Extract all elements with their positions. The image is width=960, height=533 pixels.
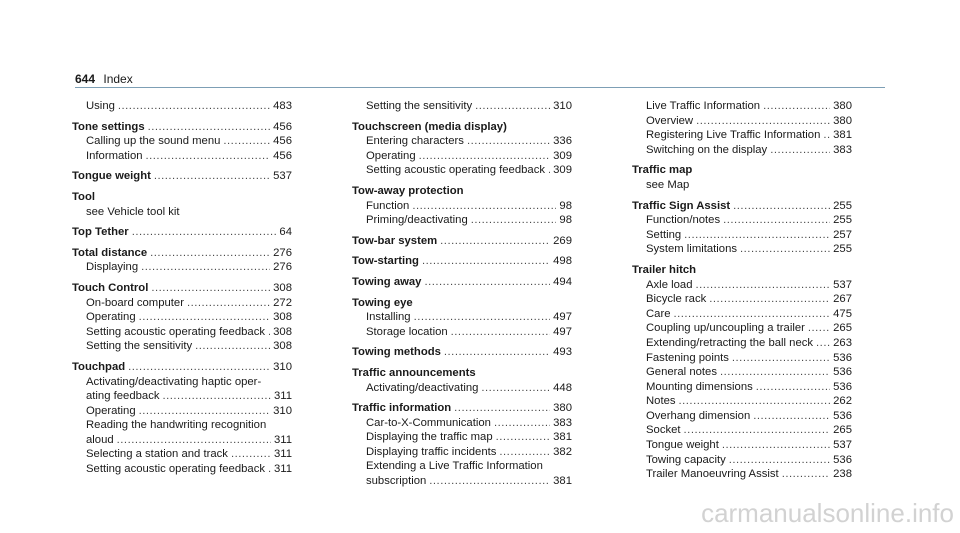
entry-label: Installing xyxy=(366,311,411,324)
page-ref: 255 xyxy=(833,199,852,212)
index-entry xyxy=(72,169,292,184)
dot-leader xyxy=(733,199,830,214)
entry-label: Tool xyxy=(72,190,96,203)
dot-leader xyxy=(684,423,831,438)
dot-leader xyxy=(419,149,551,164)
dot-leader xyxy=(268,462,271,477)
page-ref: 255 xyxy=(833,243,852,256)
page-ref: 537 xyxy=(833,439,852,452)
index-subentry xyxy=(352,213,572,228)
index-entry xyxy=(352,234,572,249)
section-title: Index xyxy=(103,72,133,86)
page-ref: 456 xyxy=(273,149,292,162)
page-ref: 497 xyxy=(553,325,572,338)
header-rule xyxy=(75,87,885,88)
entry-label: General notes xyxy=(646,366,717,379)
index-entry xyxy=(352,275,572,290)
watermark: carmanualsonline.info xyxy=(701,498,954,528)
page-ref: 483 xyxy=(273,100,292,112)
index-subentry xyxy=(72,404,292,419)
entry-label: Total distance xyxy=(72,246,148,259)
page-ref: 310 xyxy=(273,360,292,373)
entry-label: Switching on the display xyxy=(646,143,768,156)
dot-leader xyxy=(696,114,830,129)
dot-leader xyxy=(475,99,550,114)
dot-leader xyxy=(770,143,830,158)
dot-leader xyxy=(187,296,270,311)
page-header xyxy=(75,72,133,86)
index-subentry xyxy=(632,242,852,257)
page-ref: 272 xyxy=(273,296,292,309)
entry-label: Axle load xyxy=(646,278,693,291)
entry-label: Operating xyxy=(86,311,136,324)
dot-leader xyxy=(674,307,831,322)
page-ref: 536 xyxy=(833,453,852,466)
entry-label: Setting the sensitivity xyxy=(86,340,193,353)
dot-leader xyxy=(499,445,550,460)
index-entry xyxy=(352,366,572,381)
entry-label: Tone settings xyxy=(72,120,145,133)
index-subentry xyxy=(352,325,572,340)
index-subentry xyxy=(72,375,292,390)
entry-label: Overview xyxy=(646,114,694,127)
page-ref: 269 xyxy=(553,234,572,247)
index-subentry xyxy=(72,447,292,462)
dot-leader xyxy=(154,169,270,184)
index-subentry xyxy=(72,389,292,404)
index-entry xyxy=(352,120,572,135)
entry-label: Displaying traffic incidents xyxy=(366,445,497,458)
entry-label: Traffic information xyxy=(352,402,452,415)
index-subentry xyxy=(632,365,852,380)
page-ref: 497 xyxy=(553,311,572,324)
entry-label: Selecting a station and track xyxy=(86,448,228,461)
index-entry xyxy=(72,190,292,205)
entry-label: see Map xyxy=(646,178,690,191)
entry-label: Reading the handwriting recognition xyxy=(86,419,267,432)
page-ref: 383 xyxy=(833,143,852,156)
dot-leader xyxy=(782,467,830,482)
page-ref: 255 xyxy=(833,214,852,227)
index-entry xyxy=(72,246,292,261)
page-ref: 267 xyxy=(833,293,852,306)
entry-label: Touch Control xyxy=(72,281,149,294)
page-ref: 98 xyxy=(559,214,572,227)
index-subentry xyxy=(72,205,292,220)
index-entry xyxy=(632,199,852,214)
page-ref: 262 xyxy=(833,395,852,408)
dot-leader xyxy=(496,430,551,445)
entry-label: Care xyxy=(646,307,671,320)
page-ref: 381 xyxy=(553,431,572,444)
entry-label: Touchpad xyxy=(72,360,126,373)
entry-label: Traffic map xyxy=(632,164,693,177)
index-subentry xyxy=(632,278,852,293)
dot-leader xyxy=(139,310,271,325)
entry-label: ating feedback xyxy=(86,390,160,403)
page-ref: 265 xyxy=(833,424,852,437)
entry-label: Setting acoustic operating feedback xyxy=(366,164,545,177)
dot-leader xyxy=(729,453,830,468)
dot-leader xyxy=(709,292,830,307)
dot-leader xyxy=(451,325,550,340)
dot-leader xyxy=(148,120,271,135)
index-subentry xyxy=(352,459,572,474)
entry-label: aloud xyxy=(86,433,114,446)
index-subentry xyxy=(632,143,852,158)
index-subentry xyxy=(352,381,572,396)
dot-leader xyxy=(151,281,270,296)
dot-leader xyxy=(481,381,550,396)
index-subentry xyxy=(72,325,292,340)
entry-label: Traffic announcements xyxy=(352,366,476,379)
entry-label: Registering Live Traffic Information xyxy=(646,129,821,142)
entry-label: Fastening points xyxy=(646,351,729,364)
entry-label: Activating/deactivating xyxy=(366,381,479,394)
page-ref: 382 xyxy=(553,445,572,458)
dot-leader xyxy=(494,416,550,431)
dot-leader xyxy=(424,275,550,290)
dot-leader xyxy=(684,228,830,243)
entry-label: Towing capacity xyxy=(646,453,726,466)
entry-label: Operating xyxy=(86,404,136,417)
page-ref: 98 xyxy=(559,199,572,212)
page-ref: 536 xyxy=(833,351,852,364)
page-ref: 381 xyxy=(833,129,852,142)
page-ref: 475 xyxy=(833,307,852,320)
index-entry xyxy=(352,184,572,199)
entry-label: Socket xyxy=(646,424,681,437)
dot-leader xyxy=(740,242,830,257)
entry-label: Tongue weight xyxy=(72,170,151,183)
index-subentry xyxy=(72,462,292,477)
page-ref: 308 xyxy=(273,340,292,353)
index-entry xyxy=(632,263,852,278)
dot-leader xyxy=(132,225,277,240)
dot-leader xyxy=(548,163,550,178)
index-subentry xyxy=(632,438,852,453)
page-number: 644 xyxy=(75,72,96,86)
index-subentry xyxy=(352,199,572,214)
index-subentry xyxy=(632,380,852,395)
index-subentry xyxy=(72,99,292,114)
page-ref: 64 xyxy=(279,226,292,239)
entry-label: System limitations xyxy=(646,243,738,256)
index-entry xyxy=(352,296,572,311)
dot-leader xyxy=(695,278,830,293)
dot-leader xyxy=(414,310,551,325)
index-subentry xyxy=(632,307,852,322)
page-ref: 381 xyxy=(553,475,572,488)
entry-label: Overhang dimension xyxy=(646,409,751,422)
entry-label: Setting the sensitivity xyxy=(366,100,473,112)
page-ref: 537 xyxy=(833,278,852,291)
dot-leader xyxy=(823,128,830,143)
page-ref: 310 xyxy=(273,404,292,417)
page-ref: 537 xyxy=(273,170,292,183)
dot-leader xyxy=(422,254,550,269)
index-entry xyxy=(632,163,852,178)
dot-leader xyxy=(223,134,270,149)
entry-label: Tow-starting xyxy=(352,255,419,268)
entry-label: Live Traffic Information xyxy=(646,100,761,112)
page-ref: 336 xyxy=(553,135,572,148)
page-ref: 494 xyxy=(553,275,572,288)
index-subentry xyxy=(352,310,572,325)
page-ref: 309 xyxy=(553,164,572,177)
index-column-1 xyxy=(72,99,292,477)
dot-leader xyxy=(454,401,550,416)
entry-label: Calling up the sound menu xyxy=(86,135,221,148)
index-subentry xyxy=(72,149,292,164)
dot-leader xyxy=(467,134,550,149)
page-ref: 276 xyxy=(273,246,292,259)
page-ref: 308 xyxy=(273,281,292,294)
entry-label: Trailer hitch xyxy=(632,263,697,276)
dot-leader xyxy=(195,339,270,354)
page-ref: 311 xyxy=(273,463,292,476)
index-subentry xyxy=(632,394,852,409)
index-subentry xyxy=(352,416,572,431)
entry-label: see Vehicle tool kit xyxy=(86,205,180,218)
index-subentry xyxy=(72,134,292,149)
dot-leader xyxy=(118,99,270,114)
dot-leader xyxy=(679,394,831,409)
dot-leader xyxy=(117,433,271,448)
dot-leader xyxy=(723,213,830,228)
entry-label: Displaying the traffic map xyxy=(366,431,493,444)
index-subentry xyxy=(632,467,852,482)
entry-label: Towing eye xyxy=(352,296,413,309)
dot-leader xyxy=(732,351,830,366)
page-ref: 309 xyxy=(553,149,572,162)
entry-label: Touchscreen (media display) xyxy=(352,120,507,133)
entry-label: Towing away xyxy=(352,275,422,288)
entry-label: subscription xyxy=(366,475,427,488)
entry-label: Setting acoustic operating feedback xyxy=(86,463,265,476)
page-ref: 380 xyxy=(553,402,572,415)
entry-label: Setting acoustic operating feedback xyxy=(86,325,265,338)
page-ref: 456 xyxy=(273,135,292,148)
entry-label: Coupling up/uncoupling a trailer xyxy=(646,322,805,335)
page-ref: 257 xyxy=(833,228,852,241)
index-subentry xyxy=(352,474,572,489)
page-ref: 238 xyxy=(833,468,852,481)
index-entry xyxy=(352,401,572,416)
entry-label: Information xyxy=(86,149,143,162)
entry-label: Storage location xyxy=(366,325,448,338)
entry-label: Tongue weight xyxy=(646,439,719,452)
index-subentry xyxy=(632,336,852,351)
page-ref: 536 xyxy=(833,380,852,393)
index-subentry xyxy=(632,351,852,366)
page-ref: 498 xyxy=(553,255,572,268)
entry-label: Activating/deactivating haptic oper- xyxy=(86,375,262,388)
dot-leader xyxy=(471,213,557,228)
entry-label: Displaying xyxy=(86,261,139,274)
page-ref: 383 xyxy=(553,416,572,429)
entry-label: Function xyxy=(366,199,410,212)
index-subentry xyxy=(632,178,852,193)
index-entry xyxy=(352,254,572,269)
entry-label: Using xyxy=(86,100,115,112)
entry-label: Towing methods xyxy=(352,346,441,359)
entry-label: Tow-away protection xyxy=(352,184,464,197)
index-subentry xyxy=(632,423,852,438)
dot-leader xyxy=(146,149,271,164)
dot-leader xyxy=(128,360,270,375)
index-subentry xyxy=(352,149,572,164)
index-entry xyxy=(72,120,292,135)
entry-label: Traffic Sign Assist xyxy=(632,199,731,212)
page-ref: 380 xyxy=(833,100,852,112)
dot-leader xyxy=(163,389,271,404)
index-subentry xyxy=(352,163,572,178)
page-ref: 380 xyxy=(833,114,852,127)
entry-label: Setting xyxy=(646,228,682,241)
index-subentry xyxy=(72,339,292,354)
index-subentry xyxy=(632,99,852,114)
index-subentry xyxy=(632,114,852,129)
dot-leader xyxy=(440,234,550,249)
page-ref: 311 xyxy=(273,448,292,461)
dot-leader xyxy=(808,321,830,336)
index-subentry xyxy=(632,453,852,468)
index-entry xyxy=(72,281,292,296)
dot-leader xyxy=(444,345,550,360)
page-ref: 536 xyxy=(833,409,852,422)
entry-label: Car-to-X-Communication xyxy=(366,416,491,429)
page-ref: 276 xyxy=(273,261,292,274)
entry-label: Extending a Live Traffic Information xyxy=(366,460,543,473)
index-subentry xyxy=(72,260,292,275)
dot-leader xyxy=(268,325,270,340)
entry-label: Top Tether xyxy=(72,226,129,239)
index-entry xyxy=(352,345,572,360)
page-ref: 536 xyxy=(833,366,852,379)
index-subentry xyxy=(352,430,572,445)
entry-label: Mounting dimensions xyxy=(646,380,753,393)
entry-label: Function/notes xyxy=(646,214,721,227)
page-ref: 308 xyxy=(273,325,292,338)
dot-leader xyxy=(150,246,270,261)
page-ref: 263 xyxy=(833,336,852,349)
index-column-3 xyxy=(632,99,852,482)
index-subentry xyxy=(72,418,292,433)
entry-label: Trailer Manoeuvring Assist xyxy=(646,468,779,481)
dot-leader xyxy=(139,404,271,419)
page-ref: 310 xyxy=(553,100,572,112)
index-subentry xyxy=(352,99,572,114)
index-subentry xyxy=(632,213,852,228)
entry-label: Priming/deactivating xyxy=(366,214,468,227)
page-ref: 265 xyxy=(833,322,852,335)
entry-label: Extending/retracting the ball neck xyxy=(646,336,814,349)
page-ref: 311 xyxy=(273,390,292,403)
page-ref: 448 xyxy=(553,381,572,394)
dot-leader xyxy=(141,260,270,275)
index-subentry xyxy=(632,292,852,307)
entry-label: Bicycle rack xyxy=(646,293,707,306)
dot-leader xyxy=(231,447,271,462)
entry-label: On-board computer xyxy=(86,296,184,309)
dot-leader xyxy=(412,199,556,214)
index-subentry xyxy=(72,433,292,448)
index-subentry xyxy=(352,445,572,460)
index-subentry xyxy=(632,409,852,424)
index-subentry xyxy=(632,321,852,336)
page-ref: 308 xyxy=(273,311,292,324)
dot-leader xyxy=(429,474,550,489)
page-ref: 456 xyxy=(273,120,292,133)
dot-leader xyxy=(763,99,830,114)
index-subentry xyxy=(72,296,292,311)
dot-leader xyxy=(720,365,830,380)
entry-label: Notes xyxy=(646,395,676,408)
dot-leader xyxy=(756,380,830,395)
entry-label: Operating xyxy=(366,149,416,162)
page-ref: 493 xyxy=(553,346,572,359)
index-subentry xyxy=(352,134,572,149)
index-entry xyxy=(72,360,292,375)
entry-label: Entering characters xyxy=(366,135,464,148)
entry-label: Tow-bar system xyxy=(352,234,438,247)
dot-leader xyxy=(753,409,830,424)
dot-leader xyxy=(722,438,830,453)
index-subentry xyxy=(632,128,852,143)
index-subentry xyxy=(72,310,292,325)
index-entry xyxy=(72,225,292,240)
index-column-2 xyxy=(352,99,572,489)
page-ref: 311 xyxy=(273,433,292,446)
dot-leader xyxy=(816,336,830,351)
index-subentry xyxy=(632,228,852,243)
